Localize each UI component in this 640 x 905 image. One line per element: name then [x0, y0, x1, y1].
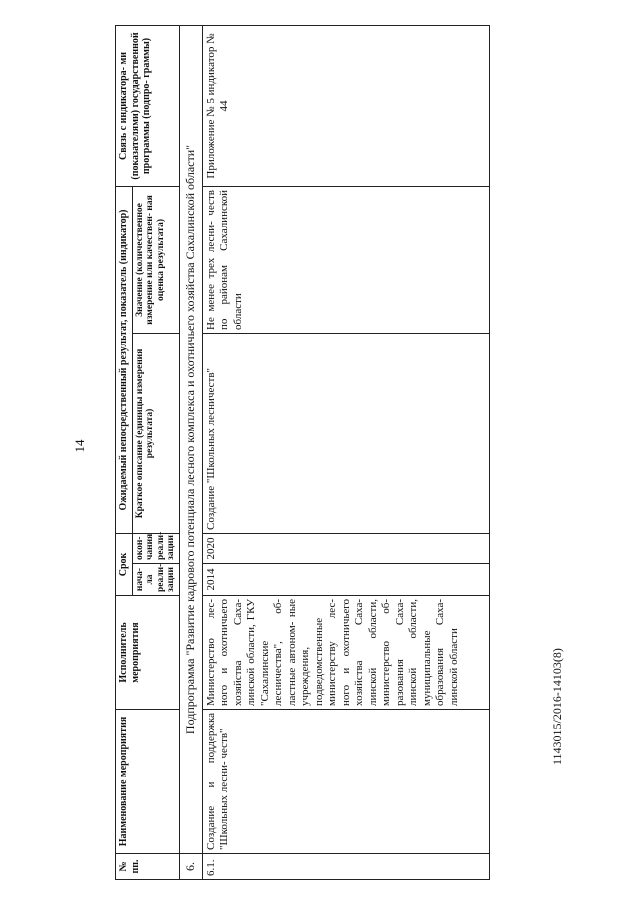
subprogram-title: Подпрограмма "Развитие кадрового потенциала лесного комплекса и охотничьего хозяйства Сахалинской области"	[179, 25, 202, 853]
row-link: Приложение № 5 индикатор № 44	[202, 25, 489, 186]
header-term-start: нача- ла реали- зации	[132, 564, 179, 596]
header-result-value: Значение (количественное измерение или качествен- ная оценка результата)	[132, 186, 179, 333]
row-end: 2020	[202, 533, 489, 563]
document-code: 1143015/2016-14103(8)	[550, 648, 564, 765]
row-desc: Создание "Школьных лесничеств"	[202, 333, 489, 533]
page-number: 14	[72, 439, 87, 453]
header-term-end: окон- чания реали- зации	[132, 533, 179, 563]
row-start: 2014	[202, 564, 489, 596]
header-num: № пп.	[116, 854, 180, 880]
subprogram-num: 6.	[179, 854, 202, 880]
header-result-desc: Краткое описание (единицы измерения результата)	[132, 333, 179, 533]
header-executor: Исполнитель мероприятия	[116, 596, 180, 710]
row-num: 6.1.	[202, 854, 489, 880]
header-result: Ожидаемый непосредственный результат, показатель (индикатор)	[116, 186, 133, 533]
landscape-table-sheet	[115, 26, 527, 880]
row-value: Не менее трех лесни- честв по районам Сахалинской области	[202, 186, 489, 333]
row-executor: Министерство лес- ного и охотничьего хозяйства Саха- линской области, ГКУ "Сахалинские лесничества", об- ластные автоном- ные учреждения, подведомственные министерству лес- ного и охотничьего хозяйства Саха- линской области, министерство об- разования Саха- линской области, муниципальные образования Саха- линской области	[202, 596, 489, 710]
table-row	[202, 25, 489, 879]
measures-table	[115, 25, 490, 880]
row-name: Создание и поддержка "Школьных лесни- честв"	[202, 710, 489, 854]
header-name: Наименование мероприятия	[116, 710, 180, 854]
header-link: Связь с индикатора- ми (показателями) государственной программы (подпро- граммы)	[116, 25, 180, 186]
header-term: Срок	[116, 533, 133, 595]
